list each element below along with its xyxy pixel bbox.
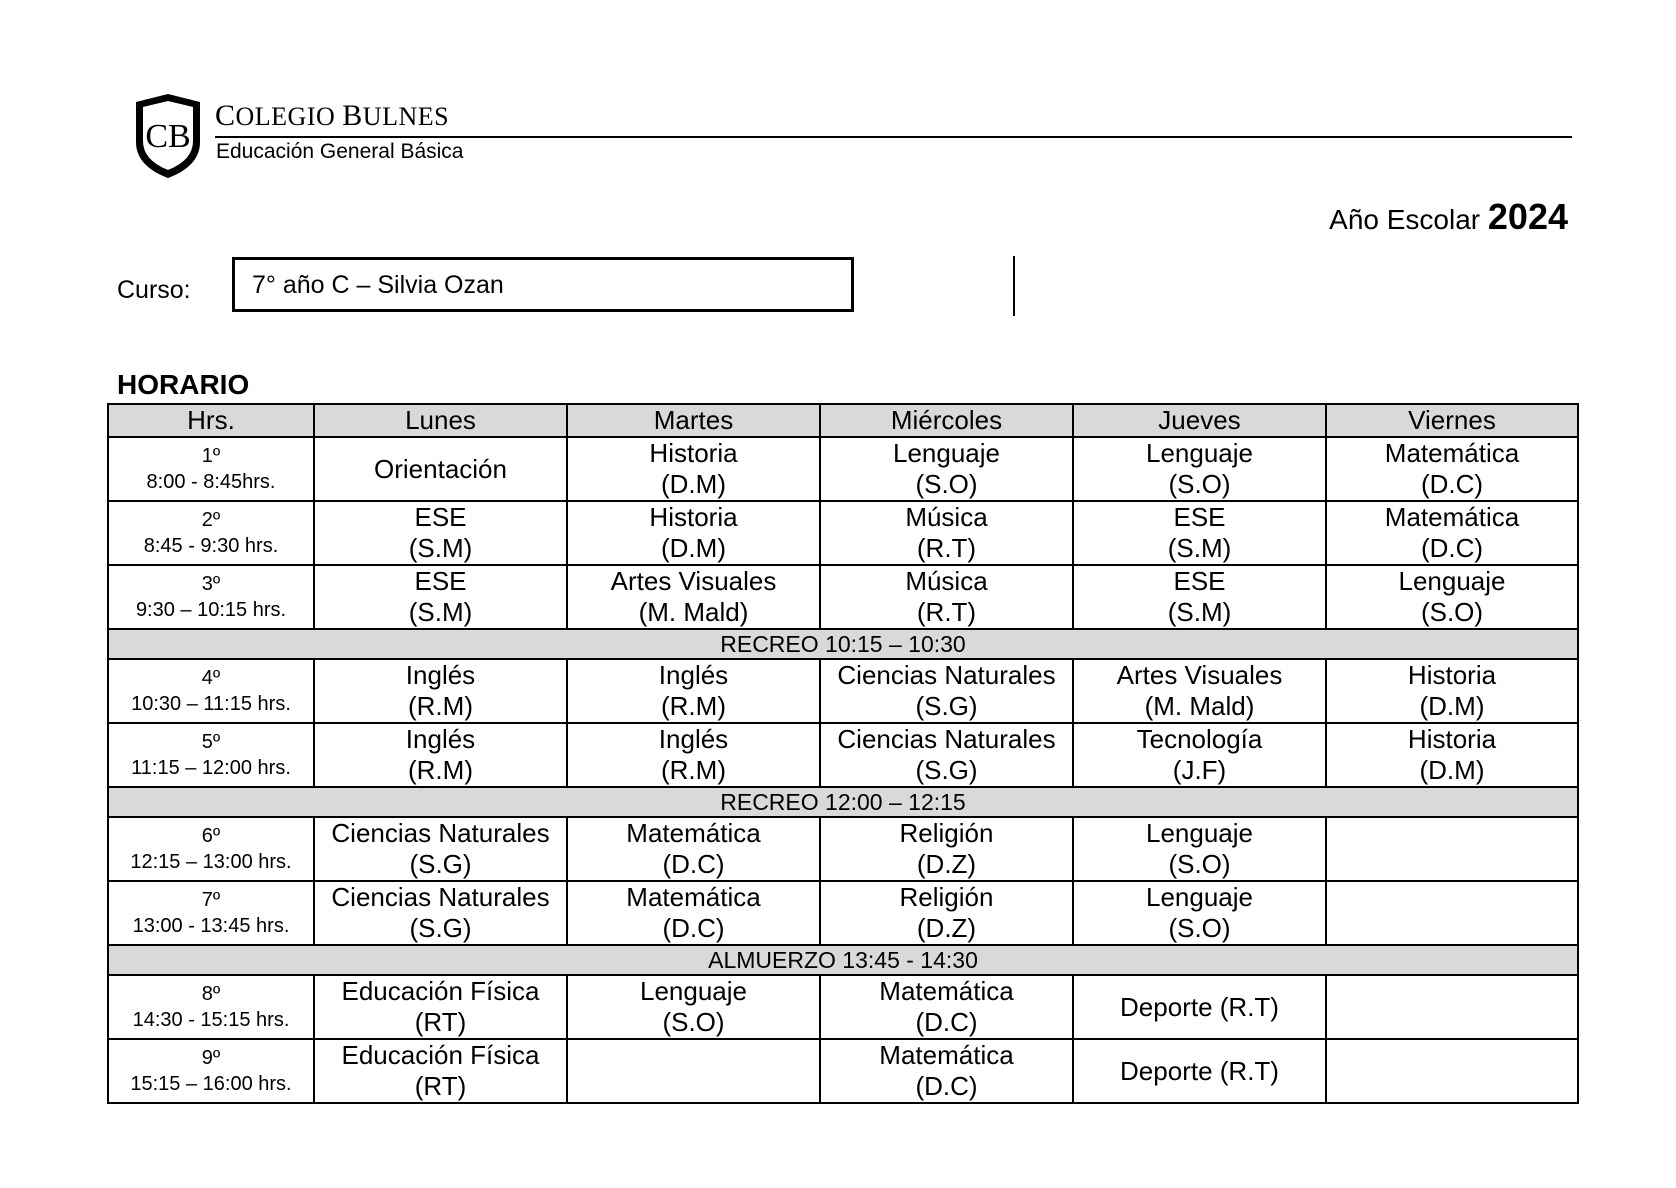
subject-name: Tecnología <box>1136 724 1263 754</box>
subject-name: Ciencias Naturales <box>331 818 550 848</box>
curso-label: Curso: <box>117 276 191 304</box>
schedule-cell-viernes <box>1326 501 1578 565</box>
schedule-cell-lunes <box>314 565 567 629</box>
period-time: 15:15 – 16:00 hrs. <box>130 1073 292 1095</box>
period-time: 9:30 – 10:15 hrs. <box>135 599 287 621</box>
break-row <box>108 945 1578 975</box>
schedule-cell-jueves <box>1073 881 1326 945</box>
schedule-cell-martes <box>567 565 820 629</box>
period-number: 5º <box>201 731 221 753</box>
period-time-cell <box>108 501 314 565</box>
schedule-cell-lunes <box>314 1039 567 1103</box>
schedule-cell-miercoles <box>820 1039 1073 1103</box>
school-name-initial-2: B <box>342 99 363 132</box>
teacher-initials: (S.G) <box>915 691 978 721</box>
teacher-initials: (S.O) <box>1168 849 1231 879</box>
subject-name: Música <box>905 502 988 532</box>
break-label: RECREO 10:15 – 10:30 <box>108 629 1578 659</box>
schedule-cell-martes <box>567 1039 820 1103</box>
period-number: 1º <box>201 445 221 467</box>
period-row <box>108 565 1578 629</box>
subject-name: Historia <box>1407 724 1497 754</box>
schedule-cell-martes <box>567 881 820 945</box>
schedule-cell-viernes <box>1326 817 1578 881</box>
teacher-initials: (S.O) <box>662 1007 725 1037</box>
period-time-cell <box>108 817 314 881</box>
schedule-cell-jueves <box>1073 817 1326 881</box>
subject-name: Ciencias Naturales <box>837 724 1056 754</box>
schedule-cell-lunes <box>314 437 567 501</box>
teacher-initials: (S.O) <box>1420 597 1484 627</box>
logo-initials: CB <box>145 118 191 155</box>
period-number: 7º <box>201 889 221 911</box>
schedule-cell-viernes <box>1326 437 1578 501</box>
teacher-initials: (D.C) <box>915 1007 978 1037</box>
subject-name: Matemática <box>626 818 761 848</box>
period-row <box>108 1039 1578 1103</box>
school-name-rest-1: OLEGIO <box>235 102 343 131</box>
schedule-cell-miercoles <box>820 881 1073 945</box>
curso-field: 7° año C – Silvia Ozan <box>232 257 854 312</box>
school-year-value: 2024 <box>1487 196 1568 237</box>
schedule-cell-martes <box>567 817 820 881</box>
subject-name: Religión <box>899 882 994 912</box>
subject-name: ESE <box>1173 502 1226 532</box>
teacher-initials: (R.M) <box>661 755 726 785</box>
period-time: 11:15 – 12:00 hrs. <box>131 757 291 779</box>
teacher-initials: (R.M) <box>408 691 473 721</box>
col-header-lunes: Lunes <box>314 404 567 437</box>
schedule-cell-lunes <box>314 881 567 945</box>
subject-name: Matemática <box>1384 502 1520 532</box>
teacher-initials: (S.O) <box>1168 913 1231 943</box>
subject-name: Matemática <box>626 882 761 912</box>
school-name-initial-1: C <box>215 99 236 132</box>
subject-name: Lenguaje <box>1398 566 1506 596</box>
schedule-cell-jueves <box>1073 723 1326 787</box>
subject-name: Matemática <box>879 976 1014 1006</box>
schedule-cell-miercoles <box>820 565 1073 629</box>
period-time-cell <box>108 881 314 945</box>
col-header-viernes: Viernes <box>1326 404 1578 437</box>
period-number: 2º <box>201 509 221 531</box>
subject-name: Lenguaje <box>640 976 747 1006</box>
subject-name: Matemática <box>1384 438 1520 468</box>
subject-name: Inglés <box>658 724 729 754</box>
school-crest-logo <box>132 92 204 180</box>
school-subtitle: Educación General Básica <box>216 140 464 163</box>
subject-name: Deporte (R.T) <box>1120 1055 1279 1086</box>
subject-name: Historia <box>1407 660 1497 690</box>
teacher-initials: (S.G) <box>409 849 472 879</box>
schedule-cell-martes <box>567 501 820 565</box>
schedule-body <box>108 437 1578 1103</box>
schedule-cell-lunes <box>314 659 567 723</box>
break-label: ALMUERZO 13:45 - 14:30 <box>108 945 1578 975</box>
teacher-initials: (RT) <box>414 1071 467 1101</box>
col-header-jueves: Jueves <box>1073 404 1326 437</box>
period-row <box>108 437 1578 501</box>
teacher-initials: (D.C) <box>1420 469 1484 499</box>
header-divider <box>215 136 1572 138</box>
break-row <box>108 629 1578 659</box>
period-time: 12:15 – 13:00 hrs. <box>130 851 292 873</box>
teacher-initials: (R.T) <box>916 597 977 627</box>
teacher-initials: (D.C) <box>662 913 725 943</box>
subject-name: Inglés <box>658 660 729 690</box>
period-time: 8:45 - 9:30 hrs. <box>143 535 279 557</box>
period-row <box>108 659 1578 723</box>
schedule-cell-martes <box>567 975 820 1039</box>
teacher-initials: (R.M) <box>661 691 726 721</box>
schedule-cell-miercoles <box>820 659 1073 723</box>
period-time-cell <box>108 1039 314 1103</box>
schedule-cell-martes <box>567 723 820 787</box>
period-row <box>108 817 1578 881</box>
period-number: 8º <box>201 983 221 1005</box>
teacher-initials: (R.T) <box>916 533 977 563</box>
subject-name: Educación Física <box>341 976 540 1006</box>
schedule-cell-jueves <box>1073 501 1326 565</box>
schedule-cell-viernes <box>1326 1039 1578 1103</box>
schedule-cell-martes <box>567 437 820 501</box>
subject-name: Ciencias Naturales <box>837 660 1056 690</box>
subject-name: Deporte (R.T) <box>1120 991 1279 1022</box>
teacher-initials: (RT) <box>414 1007 467 1037</box>
subject-name: Educación Física <box>341 1040 540 1070</box>
teacher-initials: (S.O) <box>915 469 978 499</box>
period-row <box>108 501 1578 565</box>
school-name <box>215 99 449 133</box>
teacher-initials: (D.C) <box>662 849 725 879</box>
subject-name: Lenguaje <box>893 438 1000 468</box>
schedule-cell-lunes <box>314 817 567 881</box>
schedule-cell-viernes <box>1326 881 1578 945</box>
subject-name: Orientación <box>374 453 507 484</box>
period-number: 6º <box>201 825 221 847</box>
col-header-hrs: Hrs. <box>108 404 314 437</box>
teacher-initials: (M. Mald) <box>1144 691 1255 721</box>
period-number: 4º <box>201 667 221 689</box>
teacher-initials: (D.M) <box>661 469 726 499</box>
vertical-divider <box>1013 256 1015 316</box>
teacher-initials: (D.C) <box>915 1071 978 1101</box>
schedule-cell-lunes <box>314 975 567 1039</box>
schedule-cell-viernes <box>1326 723 1578 787</box>
period-time: 14:30 - 15:15 hrs. <box>132 1009 290 1031</box>
schedule-cell-lunes <box>314 723 567 787</box>
teacher-initials: (S.M) <box>408 533 473 563</box>
schedule-cell-jueves <box>1073 437 1326 501</box>
schedule-table <box>107 403 1579 1104</box>
school-name-rest-2: ULNES <box>362 102 450 131</box>
subject-name: Inglés <box>405 660 476 690</box>
teacher-initials: (S.M) <box>1167 597 1232 627</box>
subject-name: Inglés <box>405 724 476 754</box>
subject-name: Lenguaje <box>1146 818 1253 848</box>
period-time: 10:30 – 11:15 hrs. <box>131 693 291 715</box>
schedule-cell-miercoles <box>820 501 1073 565</box>
subject-name: Matemática <box>879 1040 1014 1070</box>
period-time: 13:00 - 13:45 hrs. <box>132 915 290 937</box>
schedule-header-row <box>108 404 1578 437</box>
schedule-cell-jueves <box>1073 659 1326 723</box>
subject-name: Lenguaje <box>1146 882 1253 912</box>
subject-name: Artes Visuales <box>1116 660 1283 690</box>
teacher-initials: (S.G) <box>915 755 978 785</box>
schedule-cell-lunes <box>314 501 567 565</box>
schedule-cell-jueves <box>1073 1039 1326 1103</box>
period-row <box>108 975 1578 1039</box>
teacher-initials: (J.F) <box>1172 755 1227 785</box>
schedule-cell-viernes <box>1326 975 1578 1039</box>
teacher-initials: (S.M) <box>408 597 473 627</box>
schedule-cell-jueves <box>1073 565 1326 629</box>
schedule-title: HORARIO <box>117 369 250 400</box>
break-row <box>108 787 1578 817</box>
schedule-cell-viernes <box>1326 659 1578 723</box>
teacher-initials: (D.M) <box>1419 755 1485 785</box>
subject-name: Ciencias Naturales <box>331 882 550 912</box>
subject-name: Religión <box>899 818 994 848</box>
schedule-cell-miercoles <box>820 817 1073 881</box>
teacher-initials: (S.M) <box>1167 533 1232 563</box>
teacher-initials: (D.Z) <box>916 849 977 879</box>
subject-name: Artes Visuales <box>610 566 777 596</box>
teacher-initials: (M. Mald) <box>638 597 749 627</box>
subject-name: Historia <box>649 502 738 532</box>
teacher-initials: (S.O) <box>1168 469 1231 499</box>
schedule-cell-miercoles <box>820 437 1073 501</box>
teacher-initials: (D.Z) <box>916 913 977 943</box>
period-time-cell <box>108 565 314 629</box>
period-number: 9º <box>201 1047 221 1069</box>
period-time-cell <box>108 437 314 501</box>
schedule-cell-viernes <box>1326 565 1578 629</box>
subject-name: Historia <box>649 438 738 468</box>
break-label: RECREO 12:00 – 12:15 <box>108 787 1578 817</box>
teacher-initials: (D.C) <box>1420 533 1484 563</box>
period-time-cell <box>108 975 314 1039</box>
period-time-cell <box>108 723 314 787</box>
subject-name: ESE <box>414 566 467 596</box>
teacher-initials: (D.M) <box>661 533 726 563</box>
schedule-cell-miercoles <box>820 975 1073 1039</box>
subject-name: ESE <box>1173 566 1226 596</box>
col-header-miercoles: Miércoles <box>820 404 1073 437</box>
teacher-initials: (S.G) <box>409 913 472 943</box>
subject-name: Lenguaje <box>1146 438 1253 468</box>
period-row <box>108 881 1578 945</box>
col-header-martes: Martes <box>567 404 820 437</box>
period-time: 8:00 - 8:45hrs. <box>146 471 276 493</box>
schedule-cell-jueves <box>1073 975 1326 1039</box>
teacher-initials: (D.M) <box>1419 691 1485 721</box>
teacher-initials: (R.M) <box>408 755 473 785</box>
school-year-label: Año Escolar <box>1329 204 1481 235</box>
schedule-cell-martes <box>567 659 820 723</box>
subject-name: ESE <box>414 502 467 532</box>
period-number: 3º <box>201 573 221 595</box>
period-row <box>108 723 1578 787</box>
school-year <box>1329 196 1568 238</box>
schedule-cell-miercoles <box>820 723 1073 787</box>
period-time-cell <box>108 659 314 723</box>
subject-name: Música <box>905 566 988 596</box>
